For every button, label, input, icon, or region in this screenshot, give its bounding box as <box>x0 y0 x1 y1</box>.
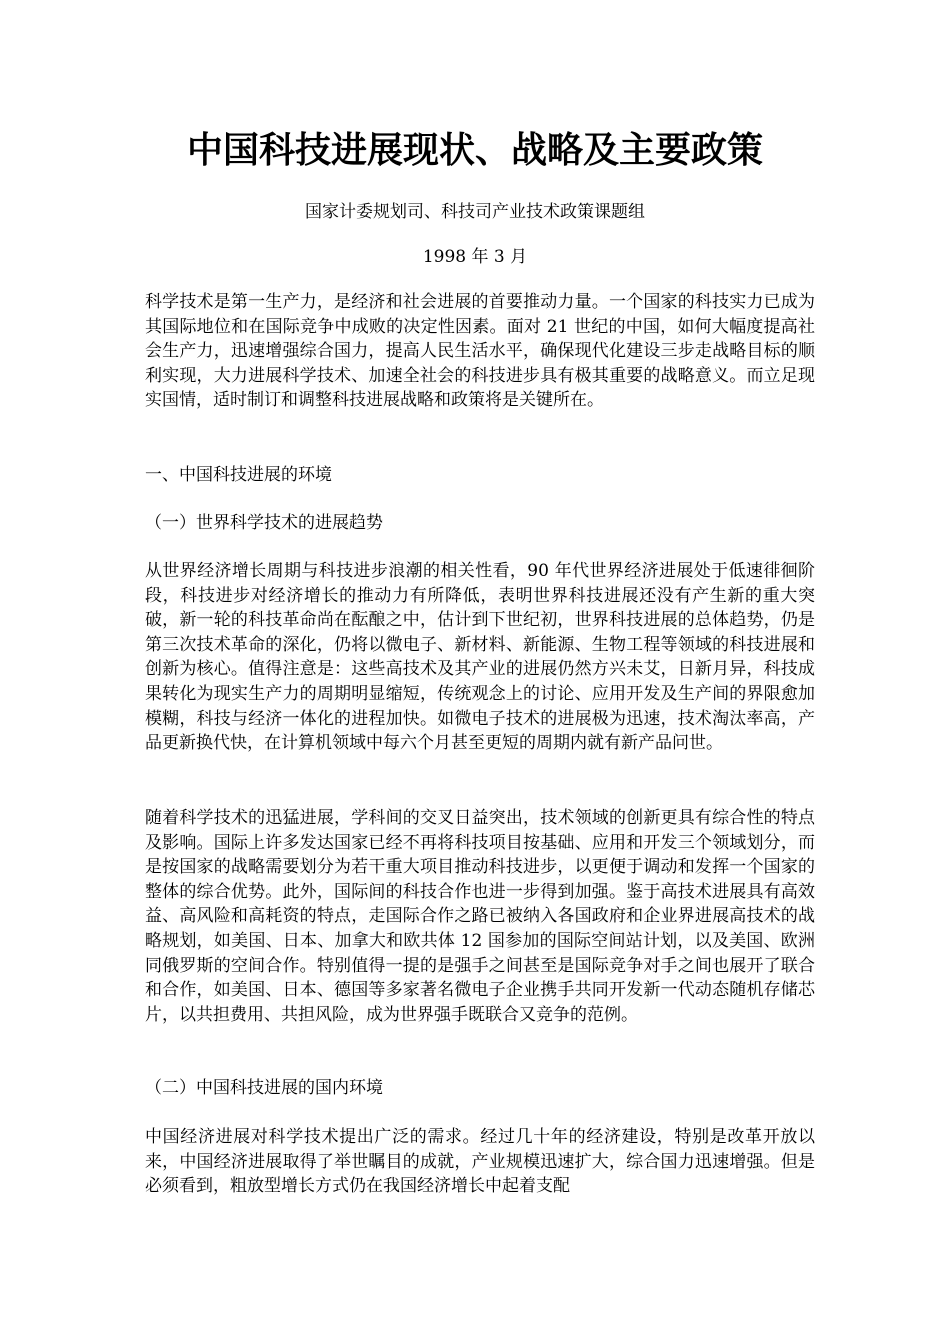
document-author: 国家计委规划司、科技司产业技术政策课题组 <box>305 202 645 222</box>
intro-paragraph: 科学技术是第一生产力，是经济和社会进展的首要推动力量。一个国家的科技实力已成为其国际地位和在国际竞争中成败的决定性因素。面对 21 世纪的中国，如何大幅度提高社会生产力，迅速增强综合国力，提高人民生活水平，确保现代化建设三步走战略目标的顺利实现，大力进展科学技术、加速全社会的科技进步具有极其重要的战略意义。而立足现实国情，适时制订和调整科技进展战略和政策将是关键所在。 <box>145 292 815 411</box>
body-paragraph: 从世界经济增长周期与科技进步浪潮的相关性看，90 年代世界经济进展处于低速徘徊阶段，科技进步对经济增长的推动力有所降低，表明世界科技进展还没有产生新的重大突破，新一轮的科技革命尚在酝酿之中，估计到下世纪初，世界科技进展的总体趋势，仍是第三次技术革命的深化，仍将以微电子、新材料、新能源、生物工程等领域的科技进展和创新为核心。值得注意是：这些高技术及其产业的进展仍然方兴未艾，日新月异，科技成果转化为现实生产力的周期明显缩短，传统观念上的讨论、应用开发及生产间的界限愈加模糊，科技与经济一体化的进程加快。如微电子技术的进展极为迅速，技术淘汰率高，产品更新换代快，在计算机领域中每六个月甚至更短的周期内就有新产品问世。 <box>145 561 815 754</box>
subsection-heading: （二）中国科技进展的国内环境 <box>145 1078 383 1098</box>
document-date: 1998 年 3 月 <box>422 247 528 267</box>
subsection-heading: （一）世界科学技术的进展趋势 <box>145 513 383 533</box>
section-heading: 一、中国科技进展的环境 <box>145 465 332 485</box>
body-paragraph: 随着科学技术的迅猛进展，学科间的交叉日益突出，技术领域的创新更具有综合性的特点及影响。国际上许多发达国家已经不再将科技项目按基础、应用和开发三个领域划分，而是按国家的战略需要划分为若干重大项目推动科技进步，以更便于调动和发挥一个国家的整体的综合优势。此外，国际间的科技合作也进一步得到加强。鉴于高技术进展具有高效益、高风险和高耗资的特点，走国际合作之路已被纳入各国政府和企业界进展高技术的战略规划，如美国、日本、加拿大和欧共体 12 国参加的国际空间站计划，以及美国、欧洲同俄罗斯的空间合作。特别值得一提的是强手之间甚至是国际竞争对手之间也展开了联合和合作，如美国、日本、德国等多家著名微电子企业携手共同开发新一代动态随机存储芯片，以共担费用、共担风险，成为世界强手既联合又竞争的范例。 <box>145 808 815 1025</box>
document-title: 中国科技进展现状、战略及主要政策 <box>186 129 763 171</box>
body-paragraph: 中国经济进展对科学技术提出广泛的需求。经过几十年的经济建设，特别是改革开放以来，中国经济进展取得了举世瞩目的成就，产业规模迅速扩大，综合国力迅速增强。但是必须看到，粗放型增长方式仍在我国经济增长中起着支配 <box>145 1127 815 1197</box>
